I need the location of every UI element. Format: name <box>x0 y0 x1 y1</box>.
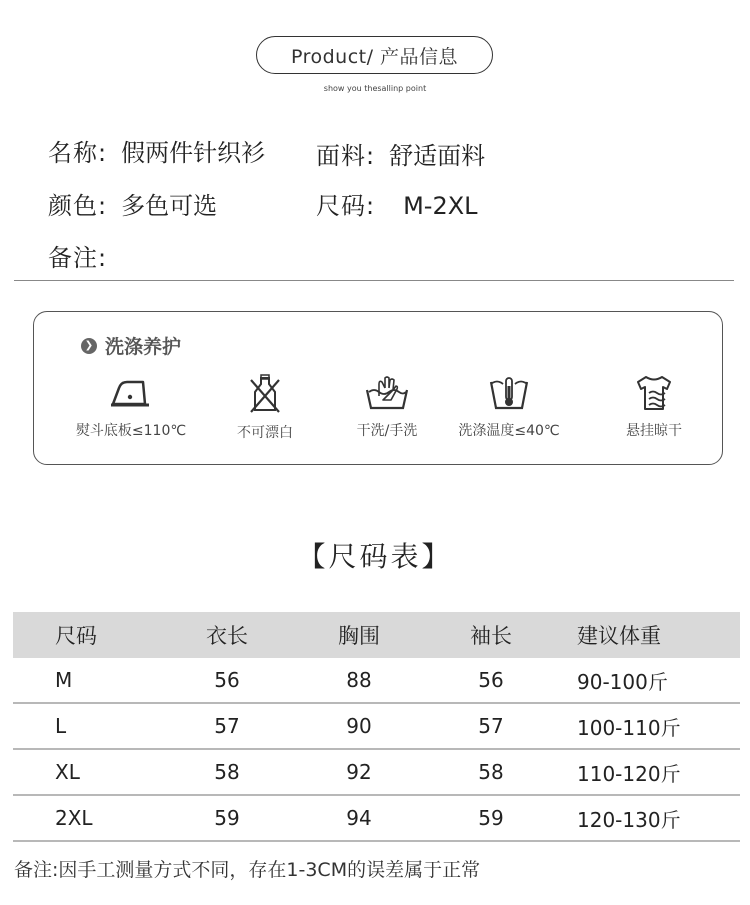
info-color <box>48 186 217 221</box>
divider <box>14 280 734 281</box>
care-label-wash-temp: 洗涤温度≤40℃ <box>458 423 560 439</box>
cell-chest: 92 <box>346 760 372 784</box>
care-label-hand-wash: 干洗/手洗 <box>356 423 418 439</box>
cell-sleeve: 57 <box>478 714 504 738</box>
color-value: 多色可选 <box>121 192 218 220</box>
header-weight: 建议体重 <box>577 624 661 648</box>
header-size: 尺码 <box>55 624 97 648</box>
cell-chest: 88 <box>346 668 372 692</box>
care-label-no-bleach: 不可漂白 <box>237 425 293 441</box>
care-label-hang-dry: 悬挂晾干 <box>626 423 682 439</box>
cell-size: M <box>55 668 73 692</box>
cell-size: 2XL <box>55 806 93 830</box>
table-row <box>13 658 740 704</box>
care-item-hand-wash <box>322 374 452 440</box>
care-instructions-panel <box>33 311 723 465</box>
table-row <box>13 704 740 750</box>
care-item-wash-temp <box>444 374 574 440</box>
header-sleeve: 袖长 <box>470 624 512 648</box>
cell-chest: 94 <box>346 806 372 830</box>
care-header <box>81 332 181 359</box>
cell-weight: 120-130斤 <box>577 807 681 832</box>
no-bleach-icon <box>245 374 285 414</box>
name-value: 假两件针织衫 <box>121 139 266 167</box>
color-label: 颜色: <box>48 192 108 220</box>
page-subtitle: show you thesallinp point <box>323 84 427 93</box>
cell-sleeve: 59 <box>478 806 504 830</box>
hand-wash-icon <box>363 374 411 412</box>
iron-icon <box>107 374 155 408</box>
name-label: 名称: <box>48 139 108 167</box>
page-title: Product/ 产品信息 <box>290 45 459 68</box>
size-value: M-2XL <box>403 192 478 220</box>
info-name <box>48 133 265 168</box>
fabric-label: 面料: <box>316 142 376 170</box>
note-label: 备注: <box>48 244 108 272</box>
header-chest: 胸围 <box>338 624 380 648</box>
cell-size: XL <box>55 760 80 784</box>
measurement-footnote: 备注:因手工测量方式不同，存在1-3CM的误差属于正常 <box>14 859 481 881</box>
hang-dry-icon <box>634 374 674 412</box>
cell-sleeve: 56 <box>478 668 504 692</box>
care-label-iron: 熨斗底板≤110℃ <box>75 423 187 439</box>
header-length: 衣长 <box>206 624 248 648</box>
cell-weight: 100-110斤 <box>577 715 681 740</box>
info-fabric <box>316 136 485 171</box>
info-note <box>48 238 107 273</box>
size-table-title: 【尺码表】 <box>297 540 453 573</box>
info-size <box>316 186 478 221</box>
cell-length: 56 <box>214 668 240 692</box>
table-row <box>13 750 740 796</box>
fabric-value: 舒适面料 <box>389 142 486 170</box>
cell-chest: 90 <box>346 714 372 738</box>
cell-weight: 110-120斤 <box>577 761 681 786</box>
cell-sleeve: 58 <box>478 760 504 784</box>
chevron-right-icon: ❯ <box>81 338 97 354</box>
care-item-iron <box>66 374 196 440</box>
cell-length: 57 <box>214 714 240 738</box>
section-title-pill <box>256 36 493 74</box>
care-item-no-bleach <box>200 374 330 442</box>
cell-length: 59 <box>214 806 240 830</box>
care-item-hang-dry <box>589 374 719 440</box>
cell-weight: 90-100斤 <box>577 669 668 694</box>
size-label: 尺码: <box>316 192 376 220</box>
cell-size: L <box>55 714 67 738</box>
size-table <box>13 612 740 842</box>
cell-length: 58 <box>214 760 240 784</box>
wash-temperature-icon <box>487 374 531 412</box>
table-header-row <box>13 612 740 658</box>
care-title: 洗涤养护 <box>105 336 182 358</box>
table-row <box>13 796 740 842</box>
